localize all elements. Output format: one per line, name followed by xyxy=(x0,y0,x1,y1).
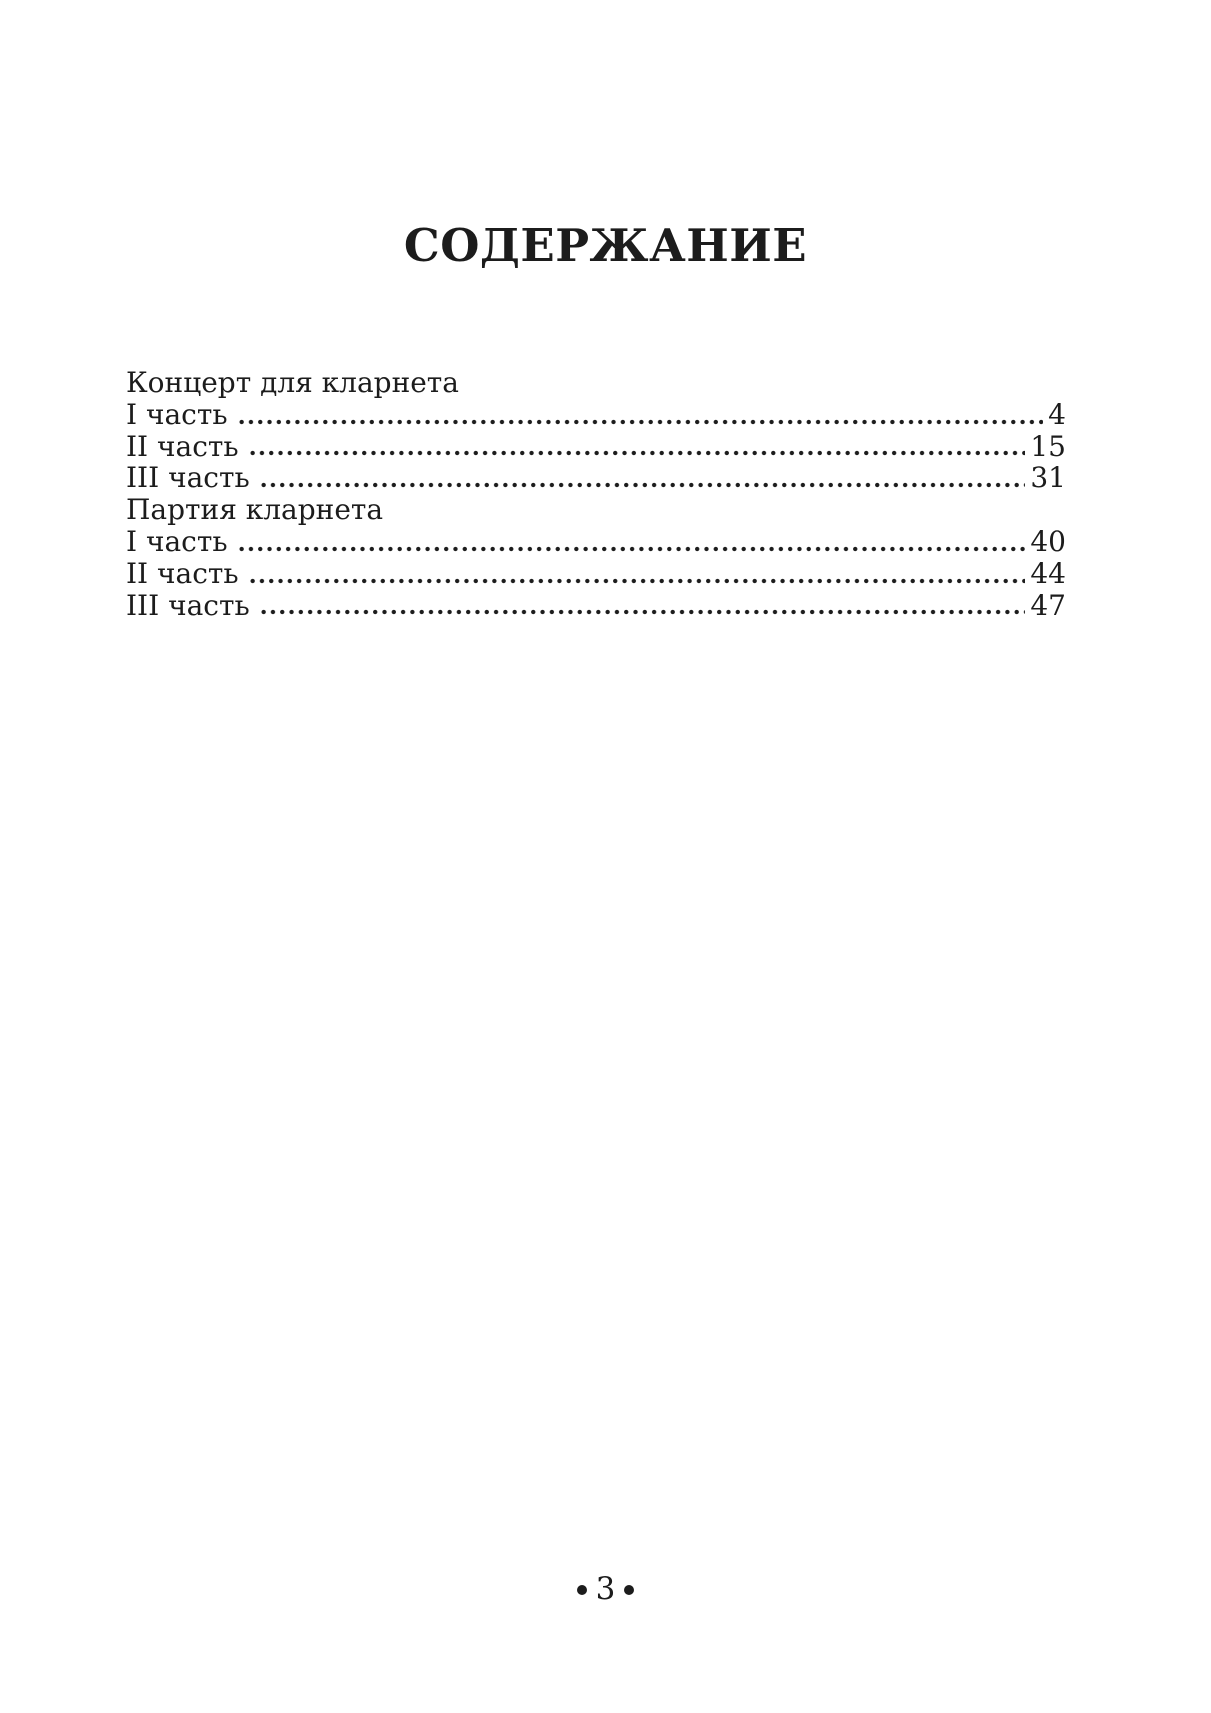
dot-leader xyxy=(259,482,1026,488)
toc-entry-page-number: 15 xyxy=(1030,429,1066,463)
toc-section-row xyxy=(126,366,1066,398)
dot-leader xyxy=(237,546,1026,552)
toc-entry-label: II часть xyxy=(126,556,239,590)
dot-leader xyxy=(259,609,1026,615)
toc-entry-row xyxy=(126,589,1066,621)
toc-entry-label: I часть xyxy=(126,524,228,558)
table-of-contents xyxy=(126,366,1066,620)
toc-entry-label: II часть xyxy=(126,429,239,463)
bullet-icon xyxy=(624,1585,634,1595)
toc-section-label: Партия кларнета xyxy=(126,493,384,527)
toc-section-label: Концерт для кларнета xyxy=(126,366,459,399)
page-number: 3 xyxy=(595,1571,616,1607)
bullet-icon xyxy=(577,1585,587,1595)
toc-entry-label: I часть xyxy=(126,397,228,431)
toc-entry-label: III часть xyxy=(126,461,250,495)
page-footer xyxy=(0,1571,1211,1607)
toc-entry-page-number: 44 xyxy=(1030,556,1066,590)
page-title: СОДЕРЖАНИЕ xyxy=(403,219,808,272)
toc-entry-row xyxy=(126,430,1066,462)
toc-entry-row xyxy=(126,525,1066,557)
toc-section-row xyxy=(126,493,1066,525)
toc-entry-page-number: 47 xyxy=(1030,588,1066,622)
toc-entry-label: III часть xyxy=(126,588,250,622)
dot-leader xyxy=(248,450,1026,456)
toc-entry-row xyxy=(126,557,1066,589)
dot-leader xyxy=(237,419,1044,425)
toc-entry-page-number: 31 xyxy=(1030,461,1066,495)
toc-entry-row xyxy=(126,398,1066,430)
toc-entry-page-number: 4 xyxy=(1048,397,1066,431)
toc-entry-page-number: 40 xyxy=(1030,524,1066,558)
dot-leader xyxy=(248,578,1026,584)
toc-entry-row xyxy=(126,461,1066,493)
